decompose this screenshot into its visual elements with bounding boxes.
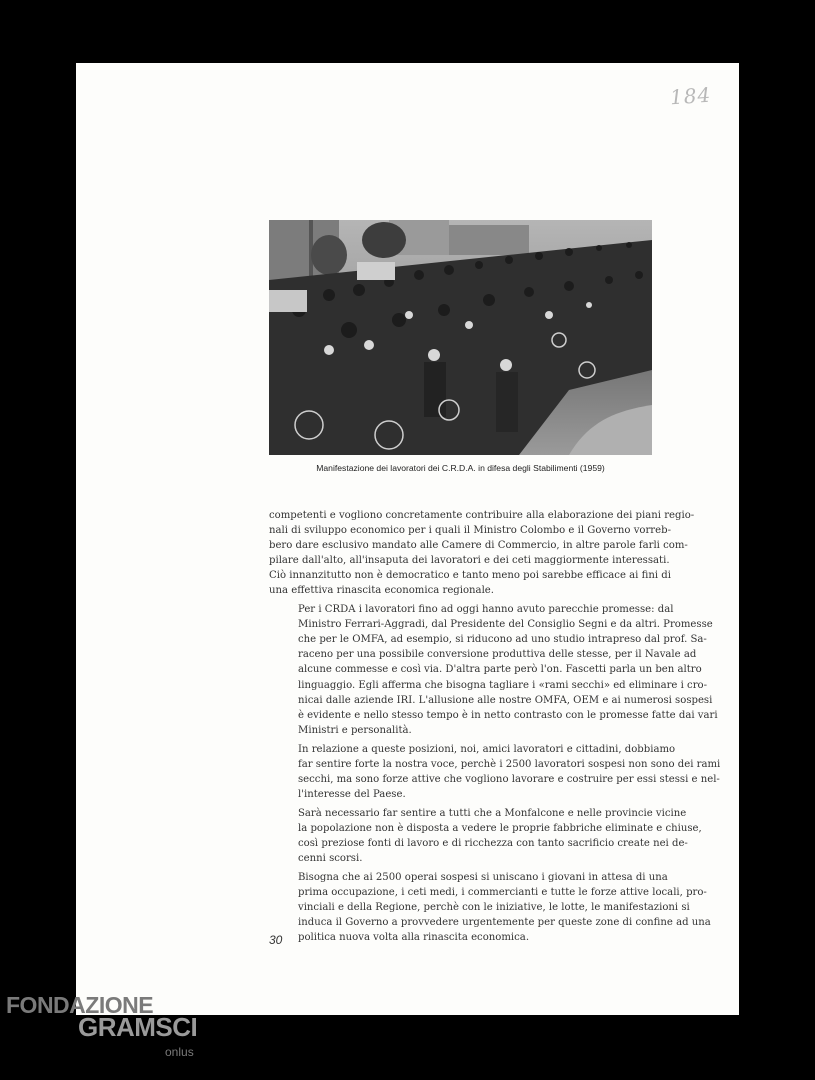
text-line: la popolazione non è disposta a vedere le proprie fabbriche eliminate e chiuse, (298, 822, 702, 834)
crowd-photo (269, 220, 652, 455)
logo-line-2: GRAMSCI (78, 1012, 198, 1042)
text-line: Bisogna che ai 2500 operai sospesi si uniscano i giovani in attesa di una (298, 872, 668, 884)
text-line: nali di sviluppo economico per i quali il Ministro Colombo e il Governo vorreb- (269, 525, 671, 537)
text-line: Ministro Ferrari-Aggradi, dal Presidente del Consiglio Segni e da altri. Promesse (298, 619, 713, 631)
page-number: 30 (269, 933, 283, 947)
text-line: Ministri e personalità. (298, 724, 412, 736)
text-line: pilare dall'alto, all'insaputa dei lavoratori e dei ceti maggiormente interessati. (269, 555, 670, 567)
text-line: In relazione a queste posizioni, noi, amici lavoratori e cittadini, dobbiamo (298, 743, 676, 755)
text-line: che per le OMFA, ad esempio, si riducono ad uno studio intrapreso dal prof. Sa- (298, 634, 707, 646)
text-line: secchi, ma sono forze attive che vogliono lavorare e costruire per essi stessi e nel- (298, 773, 720, 785)
photo-caption: Manifestazione dei lavoratori dei C.R.D.A. in difesa degli Stabilimenti (1959) (316, 463, 605, 473)
text-line: linguaggio. Egli afferma che bisogna tagliare i «rami secchi» ed eliminare i cro- (298, 679, 708, 691)
text-line: Sarà necessario far sentire a tutti che a Monfalcone e nelle provincie vicine (298, 807, 687, 819)
text-line: Ciò innanzitutto non è democratico e tanto meno poi sarebbe efficace ai fini di (269, 570, 671, 582)
text-line: è evidente e nello stesso tempo è in netto contrasto con le promesse fatte dai vari (298, 709, 718, 721)
text-line: politica nuova volta alla rinascita economica. (298, 932, 530, 944)
text-line: così preziose fonti di lavoro e di ricchezza con tanto sacrificio create nei de- (298, 837, 688, 849)
text-line: bero dare esclusivo mandato alle Camere di Commercio, in altre parole farli com- (269, 540, 688, 552)
paragraph (269, 742, 721, 802)
text-line: nicai dalle aziende IRI. L'allusione alle nostre OMFA, OEM e ai numerosi sospesi (298, 694, 713, 706)
text-line: raceno per una possibile conversione produttiva delle stesse, per il Navale ad (298, 649, 697, 661)
logo-line-3: onlus (165, 1045, 194, 1059)
text-line: vinciali e della Regione, perchè con le iniziative, le lotte, le manifestazioni si (298, 902, 690, 914)
text-line: induca il Governo a provvedere urgentemente per queste zone di confine ad una (298, 917, 711, 929)
paragraph (269, 602, 718, 737)
article-body (269, 508, 721, 949)
paragraph (269, 806, 702, 866)
text-line: far sentire forte la nostra voce, perchè i 2500 lavoratori sospesi non sono dei rami (298, 758, 721, 770)
text-line: l'interesse del Paese. (298, 788, 406, 800)
crowd-cyclists-photo-icon (269, 220, 652, 455)
text-line: alcune commesse e così via. D'altra parte però l'on. Fascetti parla un ben altro (298, 664, 702, 676)
text-line: Per i CRDA i lavoratori fino ad oggi hanno avuto parecchie promesse: dal (298, 604, 674, 616)
logo-line-1: FONDAZIONE (6, 992, 154, 1018)
paragraph (269, 508, 695, 598)
text-line: competenti e vogliono concretamente contribuire alla elaborazione dei piani regio- (269, 510, 695, 521)
fondazione-gramsci-logo (6, 990, 226, 1075)
text-line: prima occupazione, i ceti medi, i commercianti e tutte le forze attive locali, pro- (298, 887, 707, 899)
handwritten-archive-number: 184 (669, 82, 712, 110)
text-line: cenni scorsi. (298, 853, 363, 865)
text-line: una effettiva rinascita economica regionale. (269, 585, 494, 597)
paragraph (269, 870, 711, 945)
